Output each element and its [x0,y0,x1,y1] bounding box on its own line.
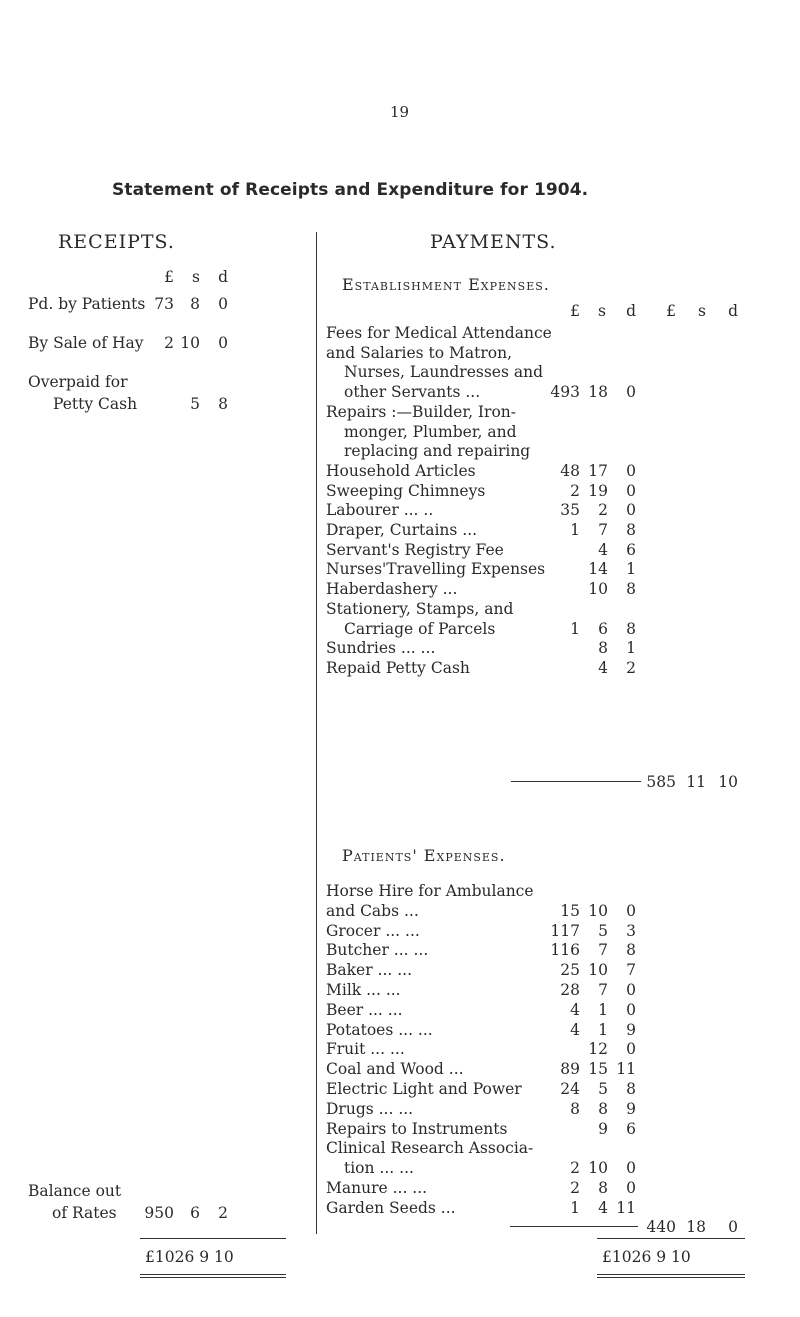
receipt-shillings: 10 [180,334,200,352]
receipt-shillings: 5 [190,395,200,413]
payment-item-pounds: 89 [560,1060,580,1079]
payment-item-shillings: 4 [598,1198,608,1217]
receipt-pence: 2 [218,1204,228,1222]
receipt-shillings: 8 [190,295,200,313]
payment-item-pounds: 15 [560,901,580,920]
payment-item-pence: 6 [626,540,636,559]
payment-item-shillings: 10 [588,901,608,920]
col-head-pounds: £ [570,302,580,320]
payment-item-pence: 0 [626,383,636,402]
receipt-label-patients: Pd. by Patients [28,295,146,313]
receipt-label-hay: By Sale of Hay [28,334,144,352]
payment-item-pounds: 2 [570,1159,580,1178]
receipt-pounds: 73 [154,295,174,313]
payment-item-shillings: 10 [588,961,608,980]
receipts-heading: RECEIPTS. [58,231,175,253]
payments-heading: PAYMENTS. [430,231,557,253]
payment-item-label: Labourer ... .. [326,501,434,520]
statement-title: Statement of Receipts and Expenditure for 1904. [112,180,589,200]
payment-item-pence: 0 [626,1040,636,1059]
payment-item-pence: 0 [626,501,636,520]
payment-item-label: monger, Plumber, and [344,422,517,441]
payment-item-label: Repairs :—Builder, Iron- [326,402,517,421]
receipts-total: £1026 9 10 [145,1248,234,1266]
payment-item-pence: 6 [626,1119,636,1138]
receipts-total-rule [140,1238,286,1239]
payments-double-rule-1 [597,1274,745,1275]
col-head-total-shillings: s [698,302,706,320]
payment-item-shillings: 18 [588,383,608,402]
payment-item-label: Servant's Registry Fee [326,540,504,559]
payment-item-label: other Servants ... [344,383,481,402]
payment-item-pounds: 35 [560,501,580,520]
payment-item-pounds: 1 [570,1198,580,1217]
establishment-heading: Establishment Expenses. [342,275,550,294]
payment-item-label: Sundries ... ... [326,639,436,658]
payment-item-label: Potatoes ... ... [326,1020,433,1039]
payment-item-pence: 9 [626,1099,636,1118]
receipt-pence: 0 [218,334,228,352]
payment-item-label: Draper, Curtains ... [326,521,478,539]
payment-item-label: Manure ... ... [326,1179,428,1197]
payments-total: £1026 9 10 [602,1248,691,1266]
payment-item-pence: 11 [616,1198,636,1217]
receipt-pounds: 2 [164,334,174,352]
payment-item-pence: 0 [626,1159,636,1178]
payment-item-shillings: 1 [598,1000,608,1019]
payment-item-pounds: 4 [570,1000,580,1019]
payment-item-label: replacing and repairing [344,442,531,461]
payment-item-pounds: 2 [570,1179,580,1197]
page-number: 19 [390,103,410,121]
payment-item-shillings: 8 [598,639,608,658]
patients-heading: Patients' Expenses. [342,846,506,865]
col-head-total-pence: d [728,302,738,320]
payment-item-pence: 0 [626,1000,636,1019]
payment-item-shillings: 15 [588,1060,608,1079]
payment-item-pence: 0 [626,1179,636,1197]
payment-item-label: Garden Seeds ... [326,1198,456,1217]
payment-item-label: Fees for Medical Attendance [326,324,552,342]
payment-item-shillings: 7 [598,521,608,539]
payment-item-pence: 0 [626,901,636,920]
payment-item-shillings: 4 [598,658,608,677]
payment-item-label: Baker ... ... [326,961,413,980]
patients-subtotal-rule [510,1226,638,1227]
payment-item-pence: 0 [626,461,636,480]
payment-item-label: Coal and Wood ... [326,1060,464,1079]
payment-item-label: Electric Light and Power [326,1080,522,1098]
payment-item-pounds: 48 [560,461,580,480]
receipt-label-rates: of Rates [52,1204,117,1222]
payment-item-pence: 8 [626,521,636,539]
payment-item-shillings: 17 [588,461,608,480]
payment-item-label: Household Articles [326,461,476,480]
payment-item-shillings: 4 [598,540,608,559]
col-head-shillings: s [598,302,606,320]
payment-item-pounds: 25 [560,961,580,980]
payment-item-shillings: 1 [598,1020,608,1039]
payment-item-pence: 8 [626,619,636,638]
payment-item-pounds: 8 [570,1099,580,1118]
payment-item-label: tion ... ... [344,1159,414,1178]
payment-item-pence: 0 [626,981,636,999]
patients-subtotal-pounds: 440 [646,1218,676,1236]
payment-item-shillings: 7 [598,941,608,960]
payment-item-pounds: 1 [570,619,580,638]
receipt-label-petty-cash: Petty Cash [53,395,138,413]
payment-item-label: Butcher ... ... [326,941,429,960]
payments-double-rule-2 [597,1277,745,1278]
receipt-shillings: 6 [190,1204,200,1222]
receipt-label-balance: Balance out [28,1182,122,1200]
payment-item-shillings: 8 [598,1099,608,1118]
payment-item-pence: 3 [626,921,636,940]
payment-item-pounds: 28 [560,981,580,999]
payment-item-pence: 1 [626,560,636,579]
payment-item-shillings: 5 [598,1080,608,1098]
establishment-subtotal-rule [511,781,641,782]
payment-item-pence: 8 [626,941,636,960]
payment-item-shillings: 8 [598,1179,608,1197]
patients-subtotal-pence: 0 [728,1218,738,1236]
payment-item-pounds: 493 [550,383,580,402]
establishment-subtotal-shillings: 11 [686,773,706,791]
payment-item-pence: 8 [626,1080,636,1098]
payment-item-label: Nurses, Laundresses and [344,363,544,382]
payment-item-label: Sweeping Chimneys [326,481,486,500]
establishment-subtotal-pounds: 585 [646,773,676,791]
payment-item-label: Drugs ... ... [326,1099,414,1118]
receipts-double-rule-1 [140,1274,286,1275]
payment-item-pounds: 116 [550,941,580,960]
payment-item-shillings: 19 [588,481,608,500]
payment-item-pounds: 1 [570,521,580,539]
payment-item-pence: 8 [626,580,636,599]
payment-item-label: and Salaries to Matron, [326,343,513,362]
payment-item-shillings: 5 [598,921,608,940]
payment-item-label: Haberdashery ... [326,580,458,599]
payment-item-shillings: 7 [598,981,608,999]
payment-item-pence: 11 [616,1060,636,1079]
payment-item-label: Horse Hire for Ambulance [326,882,534,900]
payment-item-pounds: 117 [550,921,580,940]
col-head-pence: d [626,302,636,320]
receipt-label-overpaid: Overpaid for [28,373,128,391]
payment-item-shillings: 10 [588,1159,608,1178]
payment-item-label: and Cabs ... [326,901,419,920]
payment-item-pounds: 24 [560,1080,580,1098]
payment-item-label: Repaid Petty Cash [326,658,470,677]
payment-item-label: Beer ... ... [326,1000,403,1019]
payment-item-shillings: 9 [598,1119,608,1138]
payment-item-pence: 2 [626,658,636,677]
establishment-subtotal-pence: 10 [718,773,738,791]
payment-item-label: Grocer ... ... [326,921,420,940]
payment-item-label: Fruit ... ... [326,1040,405,1059]
receipt-pounds: 950 [144,1204,174,1222]
payment-item-shillings: 6 [598,619,608,638]
payment-item-pounds: 2 [570,481,580,500]
payment-item-label: Clinical Research Associa- [326,1139,534,1158]
payments-total-rule [597,1238,745,1239]
receipts-double-rule-2 [140,1277,286,1278]
payment-item-shillings: 14 [588,560,608,579]
payment-item-shillings: 2 [598,501,608,520]
col-head-total-pounds: £ [666,302,676,320]
payment-item-pence: 0 [626,481,636,500]
payment-item-pence: 1 [626,639,636,658]
payment-item-pence: 9 [626,1020,636,1039]
payment-item-label: Stationery, Stamps, and [326,599,514,618]
column-divider [316,232,317,1234]
payment-item-label: Nurses'Travelling Expenses [326,560,546,579]
payment-item-label: Carriage of Parcels [344,619,496,638]
payment-item-pence: 7 [626,961,636,980]
patients-subtotal-shillings: 18 [686,1218,706,1236]
payment-item-label: Milk ... ... [326,981,401,999]
receipt-pence: 0 [218,295,228,313]
payment-item-shillings: 10 [588,580,608,599]
payment-item-shillings: 12 [588,1040,608,1059]
payment-item-label: Repairs to Instruments [326,1119,508,1138]
receipt-pence: 8 [218,395,228,413]
payment-item-pounds: 4 [570,1020,580,1039]
